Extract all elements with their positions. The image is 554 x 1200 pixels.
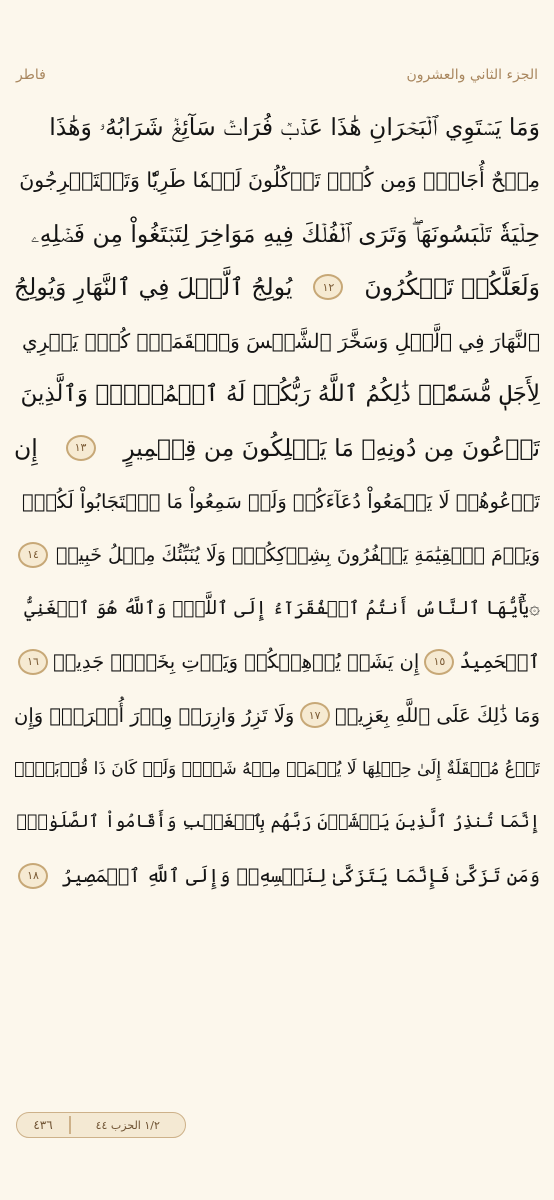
ayah-number-marker: ١٥ [424, 649, 454, 675]
verse-text: إِن [14, 433, 38, 462]
verse-text: مِلۡحٌ أُجَاجٞۖ وَمِن كُلّٖ تَأۡكُلُونَ لَحۡمٗا طَرِيّٗا وَتَسۡتَخۡرِجُونَ [19, 168, 540, 193]
verse-line [14, 314, 540, 368]
juz-title: الجزء الثاني والعشرون [406, 67, 538, 83]
verse-text: إِن يَشَأۡ يُذۡهِبۡكُمۡ وَيَأۡتِ بِخَلۡقٖ جَدِيدٖ [53, 650, 420, 674]
verse-line [14, 635, 540, 689]
verse-line [14, 742, 540, 796]
page-footer [16, 1112, 186, 1138]
verse-line [14, 100, 540, 154]
ayah-number-marker: ١٤ [18, 542, 48, 568]
verse-text: وَمَا يَسۡتَوِي ٱلۡبَحۡرَانِ هَٰذَا عَذۡبٞ فُرَاتٞ سَآئِغٞ شَرَابُهُۥ وَهَٰذَا [49, 112, 540, 141]
page-number: ٤٣٦ [33, 1118, 53, 1132]
verse-text: وَلَعَلَّكُمۡ تَشۡكُرُونَ [364, 273, 540, 302]
verse-text: وَمَا ذَٰلِكَ عَلَى ٱللَّهِ بِعَزِيزٖ [335, 703, 540, 727]
verse-text: تَدۡعُ مُثۡقَلَةٌ إِلَىٰ حِمۡلِهَا لَا يُحۡمَلۡ مِنۡهُ شَيۡءٞ وَلَوۡ كَانَ ذَا قُرۡبَىٰٓۗ [14, 758, 540, 779]
verse-line [14, 368, 540, 422]
verse-line [14, 475, 540, 529]
verse-line [14, 849, 540, 903]
ayah-number-marker: ١٢ [313, 274, 343, 300]
verse-line [14, 528, 540, 582]
verse-text: يُولِجُ ٱلَّيۡلَ فِي ٱلنَّهَارِ وَيُولِجُ [14, 273, 293, 302]
verse-text: وَمَن تَزَكَّىٰ فَإِنَّمَا يَتَزَكَّىٰ لِنَفۡسِهِۦۚ وَإِلَى ٱللَّهِ ٱلۡمَصِيرُ [61, 864, 540, 887]
ayah-number-marker: ١٧ [300, 702, 330, 728]
verse-line [14, 154, 540, 208]
page-header [16, 62, 538, 88]
footer-divider [69, 1116, 71, 1134]
verse-text: تَدۡعُونَ مِن دُونِهِۦ مَا يَمۡلِكُونَ مِن قِطۡمِيرٍ [123, 433, 540, 462]
hizb-indicator: ١/٢ الحزب ٤٤ [95, 1118, 160, 1132]
verse-line [14, 582, 540, 636]
ayah-number-marker: ١٦ [18, 649, 48, 675]
verse-text: وَلَا تَزِرُ وَازِرَةٞ وِزۡرَ أُخۡرَىٰۚ وَإِن [14, 703, 295, 727]
mushaf-page-text [14, 100, 540, 903]
verse-text: تَدۡعُوهُمۡ لَا يَسۡمَعُواْ دُعَآءَكُمۡ وَلَوۡ سَمِعُواْ مَا ٱسۡتَجَابُواْ لَكُمۡۖ [22, 489, 540, 513]
verse-text: ٱلنَّهَارَ فِي ٱلَّيۡلِ وَسَخَّرَ ٱلشَّمۡسَ وَٱلۡقَمَرَۖ كُلّٞ يَجۡرِي [21, 328, 540, 353]
verse-text: وَيَوۡمَ ٱلۡقِيَٰمَةِ يَكۡفُرُونَ بِشِرۡكِكُمۡۚ وَلَا يُنَبِّئُكَ مِثۡلُ خَبِيرٖ [55, 543, 540, 566]
verse-line [14, 689, 540, 743]
verse-text: حِلۡيَةٗ تَلۡبَسُونَهَاۖ وَتَرَى ٱلۡفُلۡكَ فِيهِ مَوَاخِرَ لِتَبۡتَغُواْ مِن فَضۡلِهِۦ [30, 219, 540, 248]
verse-text: إِنَّمَا تُنذِرُ ٱلَّذِينَ يَخۡشَوۡنَ رَبَّهُم بِٱلۡغَيۡبِ وَأَقَامُواْ ٱلصَّلَوٰةَۚ [16, 812, 540, 833]
verse-text: ٱلۡحَمِيدُ [459, 650, 540, 674]
ayah-number-marker: ١٣ [66, 435, 96, 461]
verse-line [14, 261, 540, 315]
verse-line [14, 796, 540, 850]
verse-text: لِأَجَلٖ مُّسَمّٗىۚ ذَٰلِكُمُ ٱللَّهُ رَبُّكُمۡ لَهُ ٱلۡمُلۡكُۚ وَٱلَّذِينَ [20, 381, 540, 408]
verse-text: ۞يَٰٓأَيُّهَا ٱلنَّاسُ أَنتُمُ ٱلۡفُقَرَآءُ إِلَى ٱللَّهِۖ وَٱللَّهُ هُوَ ٱلۡغَنِيُّ [24, 597, 540, 619]
verse-line [14, 421, 540, 475]
verse-line [14, 207, 540, 261]
surah-name: فاطر [16, 67, 46, 83]
ayah-number-marker: ١٨ [18, 863, 48, 889]
